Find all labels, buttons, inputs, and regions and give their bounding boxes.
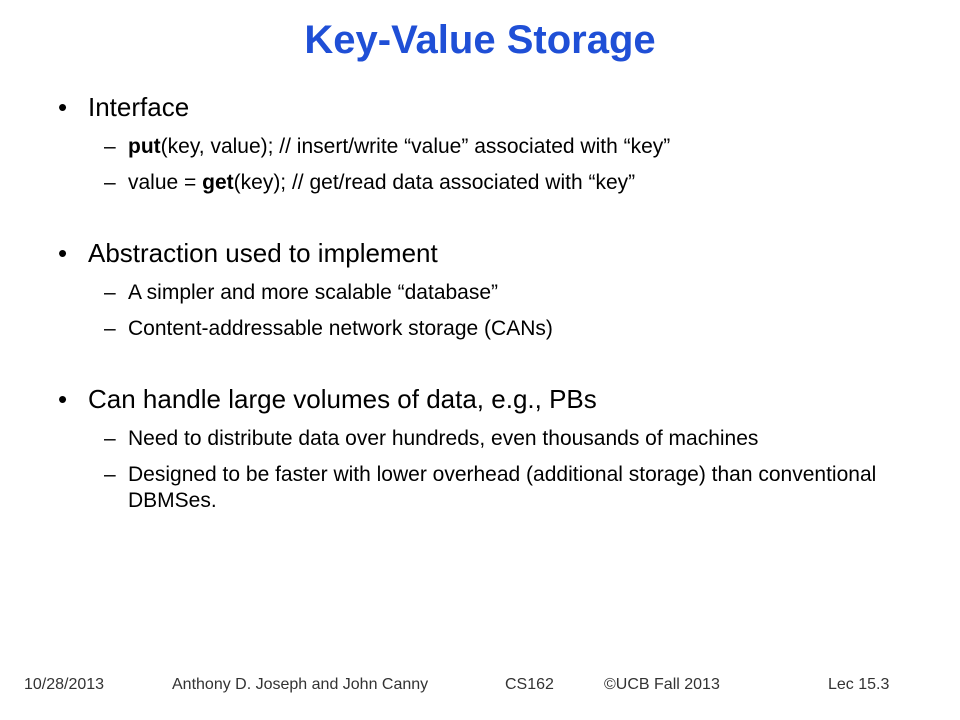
sub-bullet-put bbox=[58, 134, 918, 160]
sub-bullet-text: Content-addressable network storage (CANs) bbox=[128, 317, 553, 340]
bullet-interface bbox=[58, 90, 918, 124]
sub-bullet-text: (key, value); // insert/write “value” associated with “key” bbox=[160, 135, 671, 158]
slide-title: Key-Value Storage bbox=[304, 18, 656, 62]
sub-bullet-get bbox=[58, 170, 918, 196]
footer-lecture-number: Lec 15.3 bbox=[828, 676, 890, 693]
bullet-dot: • bbox=[58, 238, 68, 268]
sub-bullet-dash: – bbox=[104, 171, 116, 194]
code-keyword: put bbox=[128, 135, 161, 158]
sub-bullet-database bbox=[58, 280, 918, 306]
footer-date: 10/28/2013 bbox=[24, 676, 105, 693]
sub-bullet-dash: – bbox=[104, 135, 116, 158]
sub-bullet-text: A simpler and more scalable “database” bbox=[128, 281, 499, 304]
footer-authors: Anthony D. Joseph and John Canny bbox=[172, 676, 429, 693]
slide-content bbox=[58, 90, 918, 514]
sub-bullet-dash: – bbox=[104, 463, 116, 486]
footer-copyright: ©UCB Fall 2013 bbox=[604, 676, 720, 693]
sub-bullet-cans bbox=[58, 316, 918, 342]
bullet-text: Interface bbox=[88, 92, 190, 122]
bullet-large-volumes bbox=[58, 382, 918, 416]
footer-course: CS162 bbox=[505, 676, 554, 693]
sub-bullet-text: Need to distribute data over hundreds, even thousands of machines bbox=[128, 427, 759, 450]
bullet-dot: • bbox=[58, 384, 68, 414]
bullet-dot: • bbox=[58, 92, 68, 122]
bullet-abstraction bbox=[58, 236, 918, 270]
sub-bullet-text: (key); // get/read data associated with “key” bbox=[233, 171, 636, 194]
bullet-text: Can handle large volumes of data, e.g., PBs bbox=[88, 384, 597, 414]
sub-bullet-text: value = bbox=[128, 171, 203, 194]
sub-bullet-faster bbox=[58, 462, 918, 514]
sub-bullet-dash: – bbox=[104, 427, 116, 450]
bullet-text: Abstraction used to implement bbox=[88, 238, 438, 268]
sub-bullet-text: Designed to be faster with lower overhead (additional storage) than conventional DBMSes. bbox=[128, 463, 877, 512]
sub-bullet-dash: – bbox=[104, 281, 116, 304]
sub-bullet-distribute bbox=[58, 426, 918, 452]
sub-bullet-dash: – bbox=[104, 317, 116, 340]
code-keyword: get bbox=[202, 171, 234, 194]
